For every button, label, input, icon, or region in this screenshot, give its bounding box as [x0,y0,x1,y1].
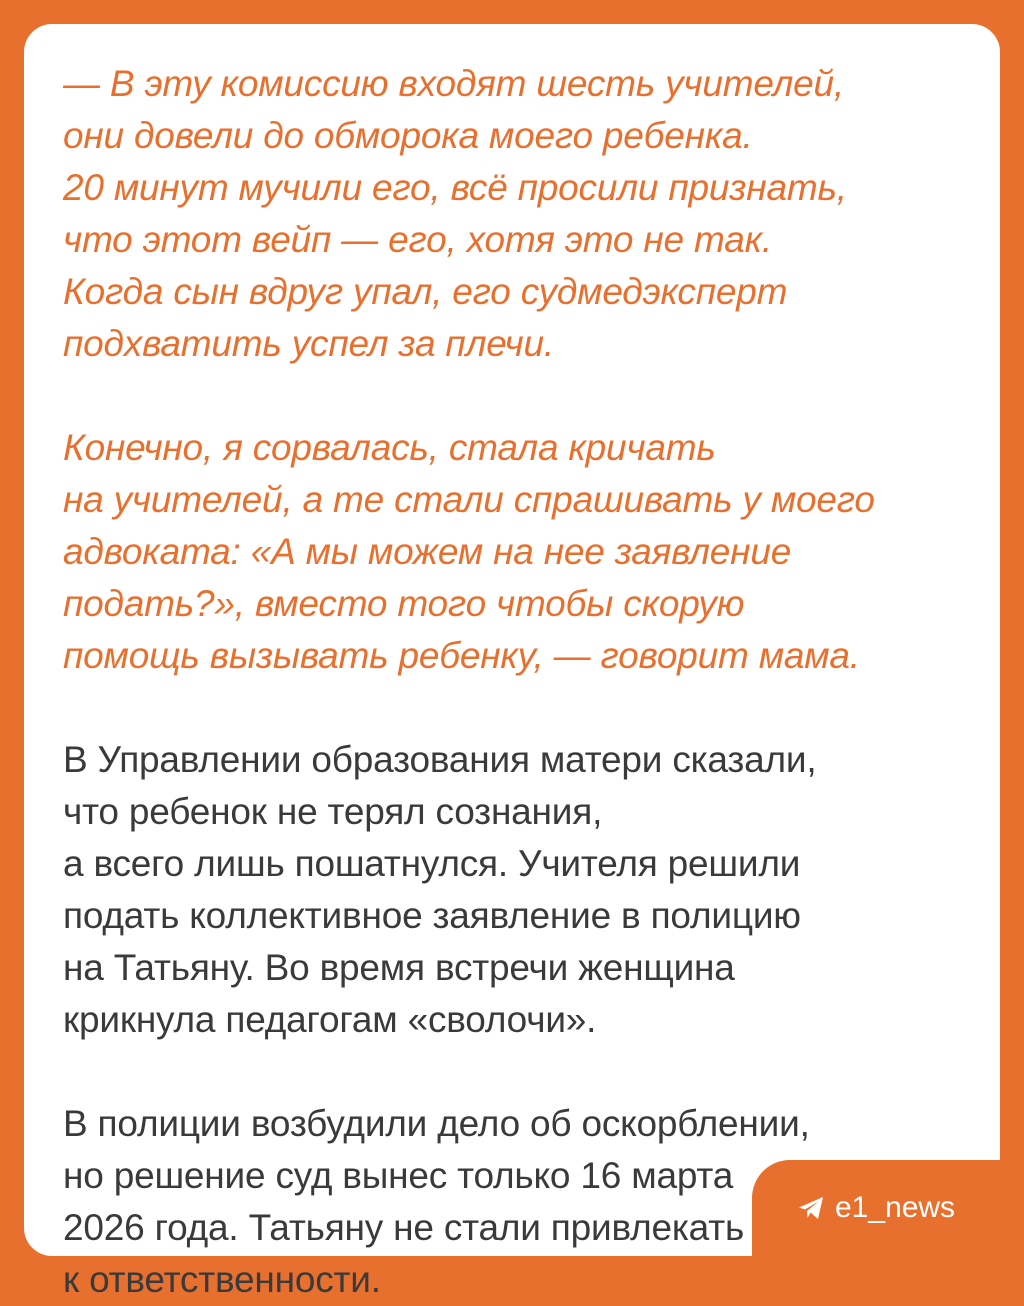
quote-paragraph-2 [63,422,960,682]
body-line: В Управлении образования матери сказали, [63,739,817,780]
quote-line: на учителей, а те стали спрашивать у моего [63,479,875,520]
quote-line: 20 минут мучили его, всё просили признать, [63,167,847,208]
telegram-channel-badge[interactable] [752,1160,1000,1256]
quote-line: — В эту комиссию входят шесть учителей, [63,63,845,104]
body-line: крикнула педагогам «сволочи». [63,999,597,1040]
quote-line: помощь вызывать ребенку, — говорит мама. [63,635,860,676]
body-line: на Татьяну. Во время встречи женщина [63,947,735,988]
body-line: а всего лишь пошатнулся. Учителя решили [63,843,801,884]
quote-line: подать?», вместо того чтобы скорую [63,583,745,624]
quote-line: Конечно, я сорвалась, стала кричать [63,427,716,468]
body-line: к ответственности. [63,1259,381,1300]
body-line: 2026 года. Татьяну не стали привлекать [63,1207,745,1248]
body-line: подать коллективное заявление в полицию [63,895,801,936]
quote-line: что этот вейп — его, хотя это не так. [63,219,772,260]
body-line: В полиции возбудили дело об оскорблении, [63,1103,810,1144]
body-paragraph-1 [63,734,960,1046]
post-card [24,24,1000,1300]
body-line: но решение суд вынес только 16 марта [63,1155,734,1196]
body-line: что ребенок не терял сознания, [63,791,603,832]
quote-line: они довели до обморока моего ребенка. [63,115,753,156]
quote-paragraph-1 [63,58,960,370]
telegram-icon [797,1195,825,1221]
quote-line: Когда сын вдруг упал, его судмедэксперт [63,271,788,312]
channel-name: e1_news [834,1191,956,1224]
quote-line: адвоката: «А мы можем на нее заявление [63,531,792,572]
quote-line: подхватить успел за плечи. [63,323,554,364]
